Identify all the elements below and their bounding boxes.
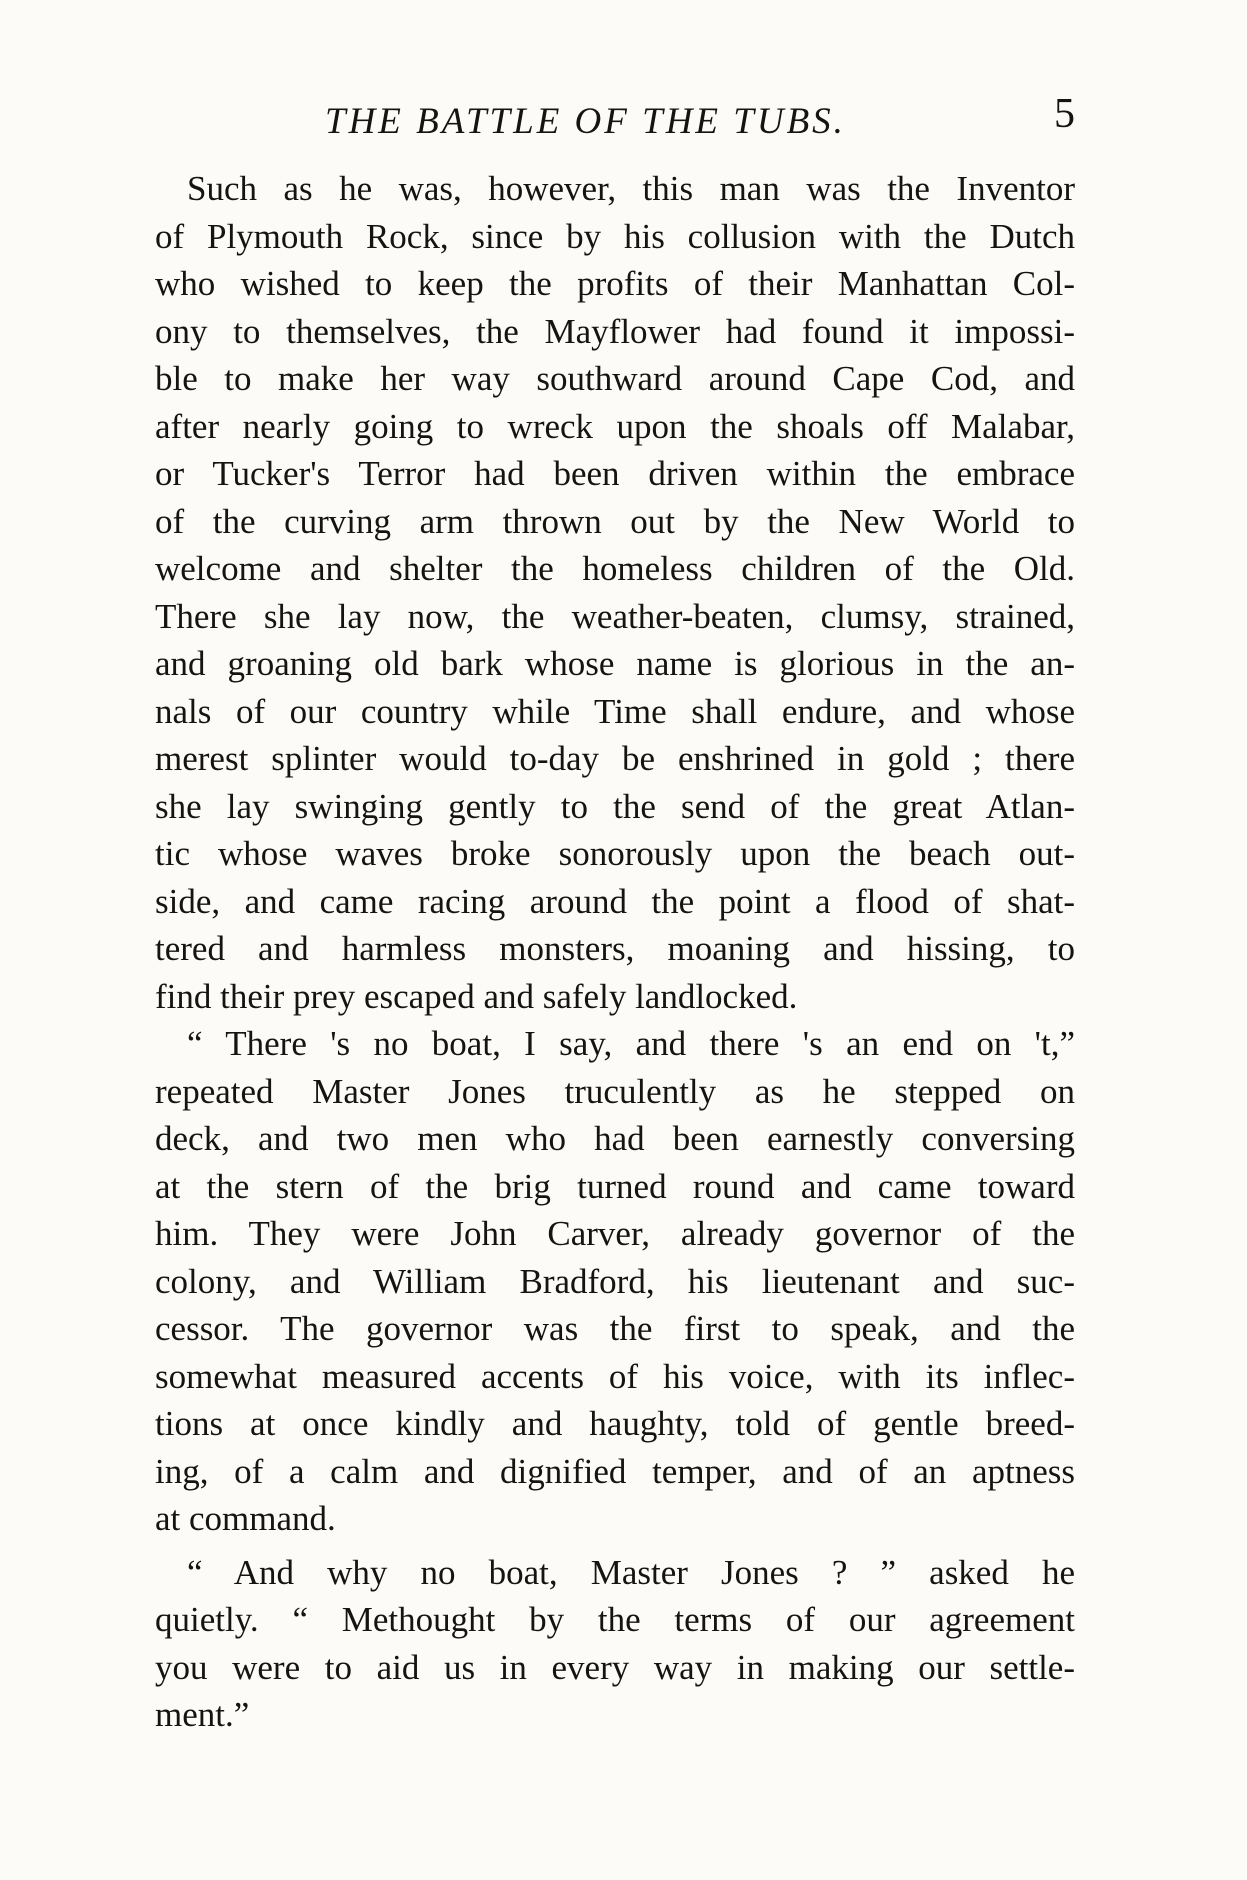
text-line: at command. (155, 1499, 336, 1538)
text-line: tions at once kindly and haughty, told of gentle breed- (155, 1404, 1075, 1443)
text-line: tic whose waves broke sonorously upon the beach out- (155, 834, 1075, 873)
text-line: Such as he was, however, this man was the Inventor (187, 169, 1075, 208)
text-line: ing, of a calm and dignified temper, and of an aptness (155, 1451, 1075, 1491)
text-line: ment.” (155, 1695, 250, 1734)
page-header (155, 91, 1075, 156)
text-line: or Tucker's Terror had been driven within the embrace (155, 454, 1075, 493)
text-line: nals of our country while Time shall endure, and whose (155, 691, 1075, 731)
text-line: find their prey escaped and safely landlocked. (155, 976, 798, 1016)
text-line: merest splinter would to-day be enshrined in gold ; there (155, 739, 1075, 778)
text-line: she lay swinging gently to the send of the great Atlan- (155, 786, 1075, 826)
text-line: There she lay now, the weather-beaten, clumsy, strained, (155, 596, 1075, 636)
text-line: who wished to keep the profits of their Manhattan Col- (155, 264, 1075, 303)
text-line: cessor. The governor was the first to speak, and the (155, 1309, 1075, 1348)
running-title: THE BATTLE OF THE TUBS. (325, 101, 846, 142)
text-line: at the stern of the brig turned round and came toward (155, 1166, 1075, 1206)
text-line: deck, and two men who had been earnestly conversing (155, 1119, 1075, 1158)
text-line: of Plymouth Rock, since by his collusion with the Dutch (155, 216, 1075, 256)
body-text (155, 165, 1075, 1739)
text-line: after nearly going to wreck upon the shoals off Malabar, (155, 406, 1075, 446)
text-line: ony to themselves, the Mayflower had found it impossi- (155, 311, 1075, 351)
text-line: “ There 's no boat, I say, and there 's an end on 't,” (187, 1024, 1075, 1063)
text-line: of the curving arm thrown out by the New World to (155, 501, 1075, 541)
text-line: quietly. “ Methought by the terms of our agreement (155, 1600, 1075, 1639)
text-line: and groaning old bark whose name is glorious in the an- (155, 644, 1075, 683)
text-line: “ And why no boat, Master Jones ? ” asked he (187, 1552, 1075, 1592)
text-line: somewhat measured accents of his voice, with its inflec- (155, 1356, 1075, 1396)
text-line: repeated Master Jones truculently as he stepped on (155, 1071, 1075, 1111)
text-line: you were to aid us in every way in making our settle- (155, 1647, 1075, 1687)
text-line: side, and came racing around the point a flood of shat- (155, 881, 1075, 921)
text-line: welcome and shelter the homeless children of the Old. (155, 549, 1075, 588)
page-number: 5 (1054, 91, 1075, 137)
text-line: colony, and William Bradford, his lieutenant and suc- (155, 1261, 1075, 1301)
text-line: him. They were John Carver, already governor of the (155, 1214, 1075, 1253)
text-line: ble to make her way southward around Cape Cod, and (155, 359, 1075, 398)
text-line: tered and harmless monsters, moaning and hissing, to (155, 929, 1075, 968)
